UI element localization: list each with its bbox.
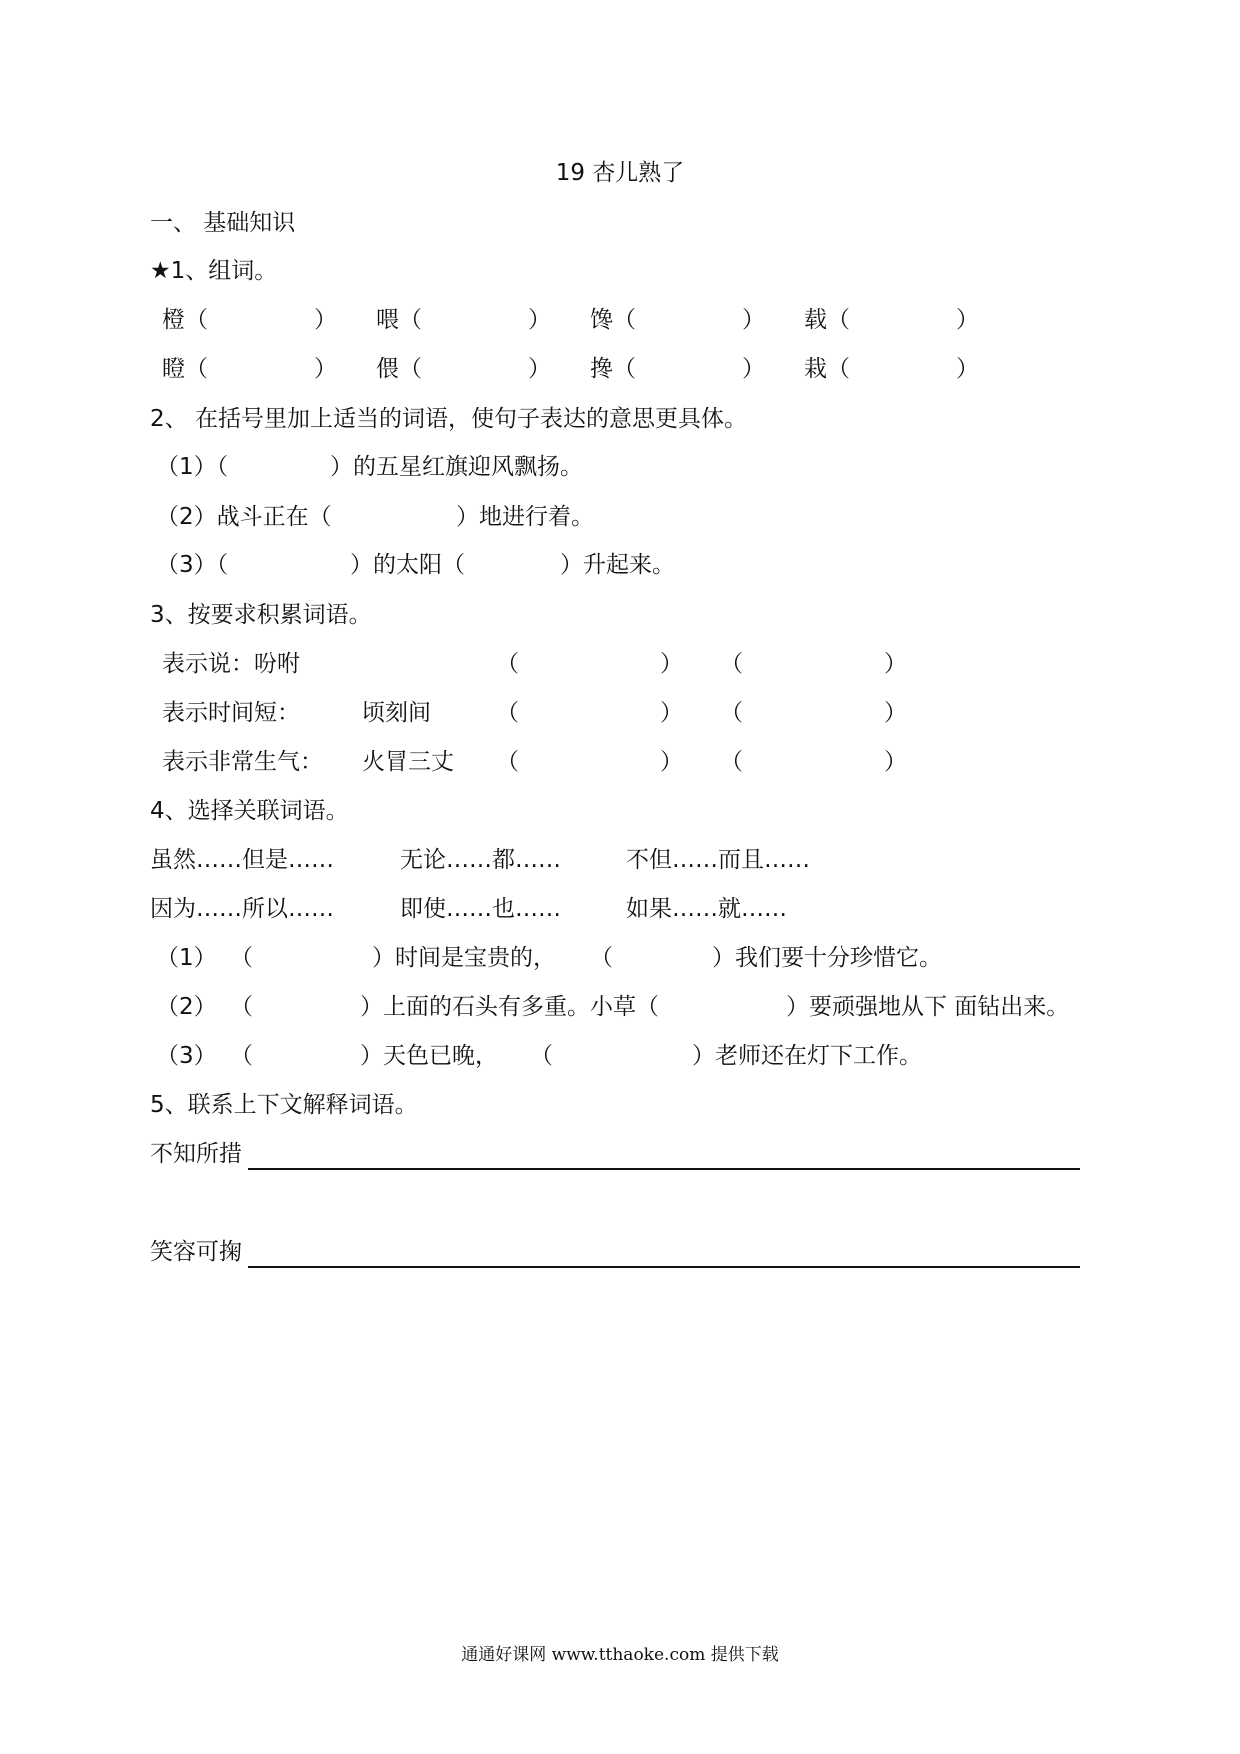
q4-opt-4: 因为……所以…… [150,896,334,922]
q4-i3-a: （ [230,1043,253,1069]
q3-r3-o1: （ [496,749,519,775]
q1-r2-c1: ） [314,356,337,382]
q3-r2-o2: （ [720,700,743,726]
q4-opt-2: 无论……都…… [400,847,561,873]
q4-heading: 4、选择关联词语。 [150,798,349,824]
q1-r1-c4: ） [956,307,979,333]
q4-i1-num: （1） [156,945,217,971]
q3-r2-word: 顷刻间 [362,700,431,726]
q1-r1-w1: 橙（ [162,307,208,333]
q2-i3-b: ）的太阳（ [350,552,465,578]
q3-r3-c2: ） [884,749,907,775]
q3-r1-c2: ） [884,651,907,677]
q2-i2-a: （2）战斗正在（ [156,504,332,530]
q2-i3-c: ）升起来。 [560,552,675,578]
q1-r2-w2: 偎（ [376,356,422,382]
q4-i2-a: （ [230,994,253,1020]
q3-r1-label: 表示说：吩咐 [162,651,300,677]
q4-i2-c: ）要顽强地从下 面钻出来。 [786,994,1070,1020]
q1-r2-w4: 栽（ [804,356,850,382]
q1-r2-c2: ） [528,356,551,382]
q4-i3-num: （3） [156,1043,217,1069]
q1-r1-w4: 载（ [804,307,850,333]
q3-r1-o1: （ [496,651,519,677]
q1-r2-w3: 搀（ [590,356,636,382]
q5-answer-line-2[interactable] [248,1266,1080,1268]
q4-i1-b: ）时间是宝贵的， [372,945,556,971]
q1-r2-c3: ） [742,356,765,382]
q3-r1-c1: ） [660,651,683,677]
page-title: 19 杏儿熟了 [555,160,685,186]
q4-i2-b: ）上面的石头有多重。小草（ [360,994,659,1020]
q3-r3-label: 表示非常生气： [162,749,323,775]
q4-i3-d: ）老师还在灯下工作。 [692,1043,922,1069]
q1-r1-c2: ） [528,307,551,333]
q2-i1-b: ）的五星红旗迎风飘扬。 [330,454,583,480]
q5-answer-line-1[interactable] [248,1168,1080,1170]
q5-heading: 5、联系上下文解释词语。 [150,1092,418,1118]
q3-r2-o1: （ [496,700,519,726]
q2-i1-a: （1）（ [156,454,229,480]
page-footer: 通通好课网 www.tthaoke.com 提供下载 [461,1645,779,1665]
q5-word-2: 笑容可掬 [150,1239,242,1265]
q4-i1-c: （ [590,945,613,971]
q4-i1-a: （ [230,945,253,971]
q3-heading: 3、按要求积累词语。 [150,602,372,628]
q3-r3-c1: ） [660,749,683,775]
q4-i2-num: （2） [156,994,217,1020]
q4-opt-6: 如果……就…… [626,896,787,922]
q4-opt-1: 虽然……但是…… [150,847,334,873]
q1-heading: ★1、组词。 [150,258,278,284]
q3-r3-word: 火冒三丈 [362,749,454,775]
q4-opt-3: 不但……而且…… [626,847,810,873]
q1-r1-w2: 喂（ [376,307,422,333]
q5-word-1: 不知所措 [150,1141,242,1167]
q3-r1-o2: （ [720,651,743,677]
section-heading: 一、 基础知识 [150,210,296,236]
q1-r2-c4: ） [956,356,979,382]
q2-i3-a: （3）（ [156,552,229,578]
q3-r2-label: 表示时间短： [162,700,300,726]
q4-opt-5: 即使……也…… [400,896,561,922]
q2-i2-b: ）地进行着。 [456,504,594,530]
q4-i1-d: ）我们要十分珍惜它。 [712,945,942,971]
q4-i3-b: ）天色已晚， [360,1043,498,1069]
q4-i3-c: （ [530,1043,553,1069]
q3-r2-c2: ） [884,700,907,726]
q1-r1-w3: 馋（ [590,307,636,333]
q1-r1-c3: ） [742,307,765,333]
q1-r2-w1: 瞪（ [162,356,208,382]
q3-r3-o2: （ [720,749,743,775]
q1-r1-c1: ） [314,307,337,333]
q2-heading: 2、 在括号里加上适当的词语，使句子表达的意思更具体。 [150,406,747,432]
q3-r2-c1: ） [660,700,683,726]
